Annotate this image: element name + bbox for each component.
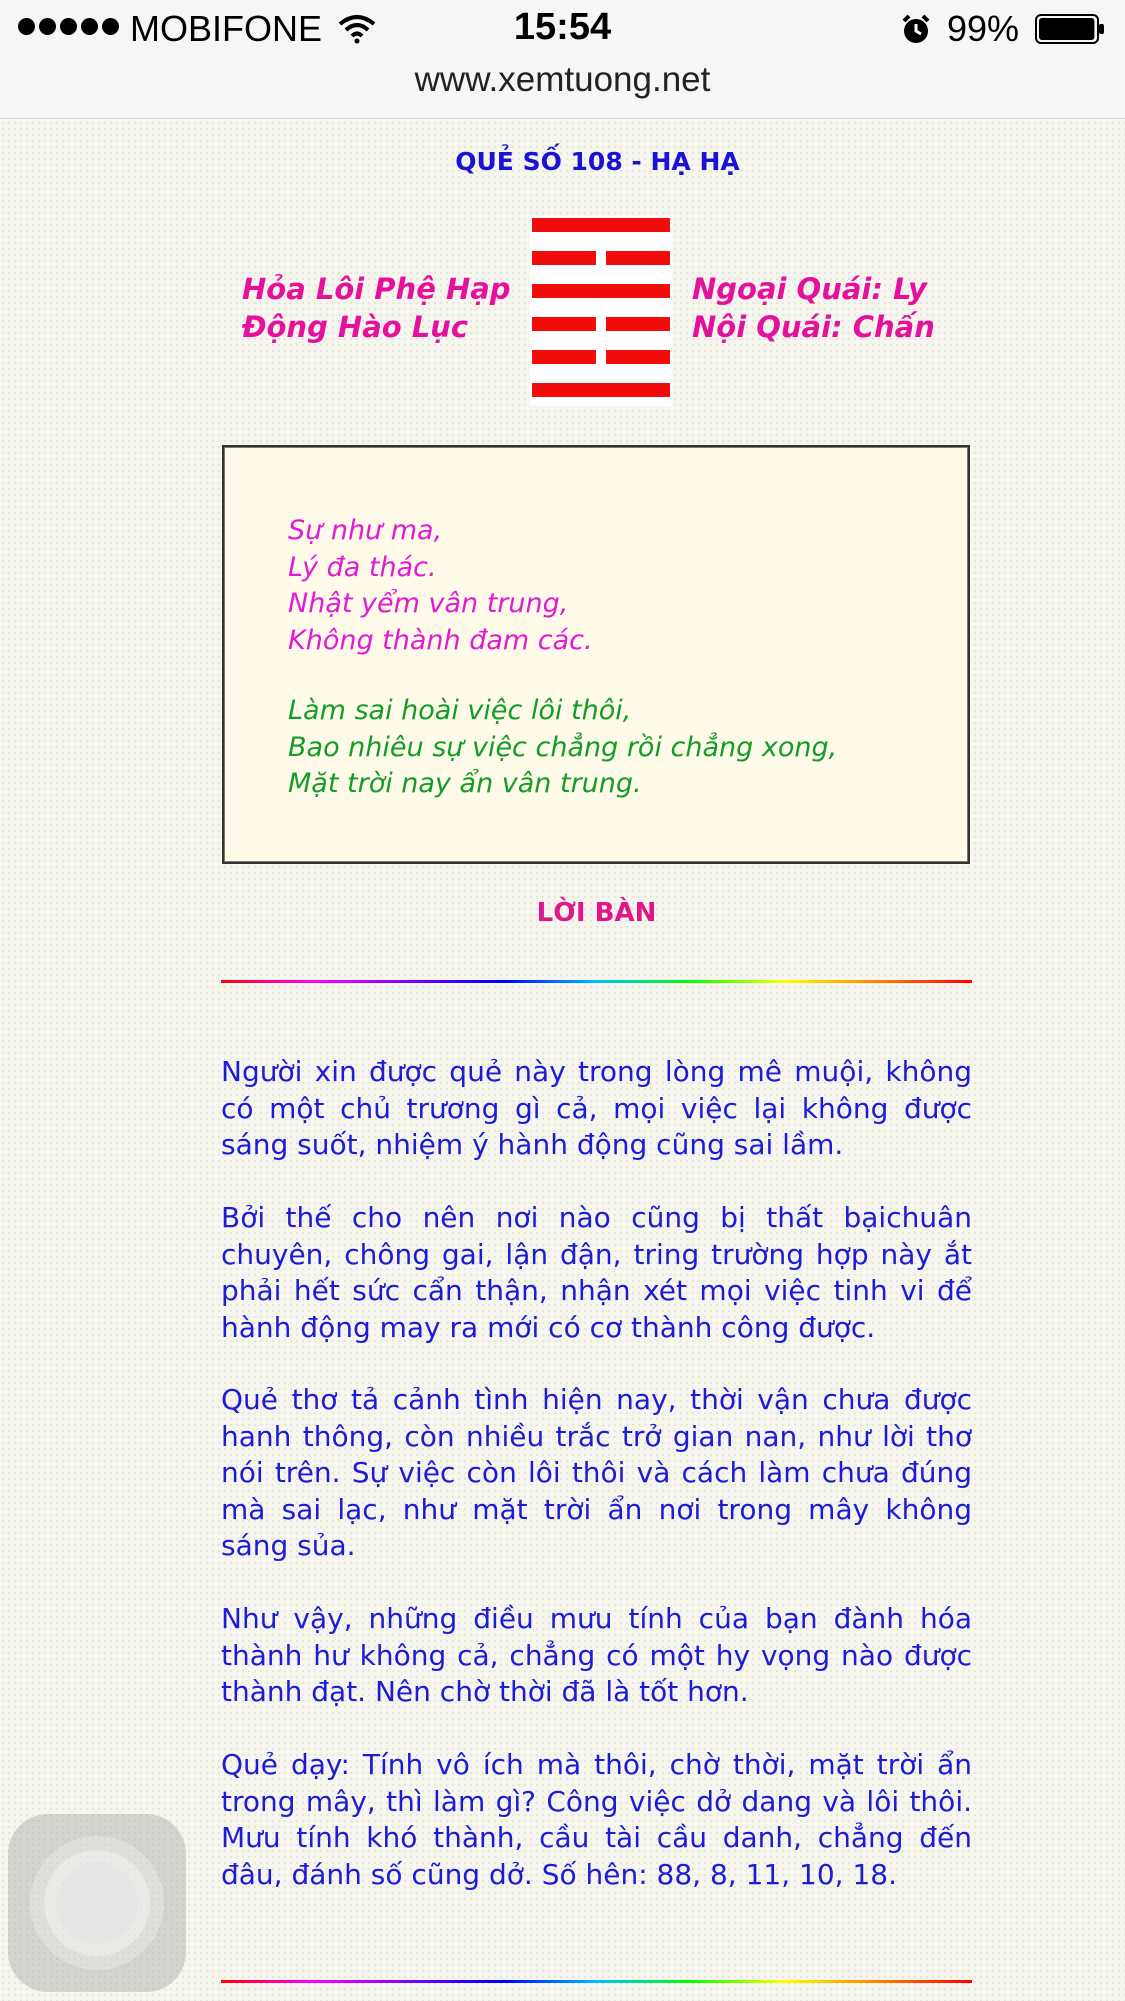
commentary-paragraph: Bởi thế cho nên nơi nào cũng bị thất bạichuân chuyên, chông gai, lận đận, tring trường hợp này ắt phải hết sức cẩn thận, nhận xét mọi việc tinh vi để hành động may ra mới có cơ thành công được. [221, 1201, 972, 1344]
hexagram-broken-line [532, 350, 670, 364]
hexagram-figure [530, 216, 672, 406]
hexagram-solid-line [532, 383, 670, 397]
poem-line: Bao nhiêu sự việc chẳng rồi chẳng xong, [288, 731, 838, 763]
poem-stanza-vietnamese [288, 693, 837, 803]
poem-line: Không thành đam các. [288, 624, 593, 656]
rainbow-divider [221, 1980, 972, 1983]
inner-trigram: Nội Quái: Chấn [692, 310, 935, 344]
battery-icon [1035, 14, 1105, 44]
url-bar[interactable]: www.xemtuong.net [414, 60, 711, 99]
commentary-paragraph: Quẻ thơ tả cảnh tình hiện nay, thời vận chưa được hanh thông, còn nhiều trắc trở gian nan, như lời thơ nói trên. Sự việc còn lôi thôi và cách làm chưa đúng mà sai lạc, như mặt trời ẩn nơi trong mây không sáng sủa. [221, 1383, 972, 1562]
poem-line: Mặt trời nay ẩn vân trung. [288, 768, 642, 799]
poem-box [222, 445, 970, 864]
clock: 15:54 [513, 6, 612, 48]
poem-line: Nhật yểm vân trung, [288, 588, 569, 619]
poem-line: Sự như ma, [288, 515, 443, 546]
outer-trigram: Ngoại Quái: Ly [692, 272, 927, 306]
rainbow-divider [221, 980, 972, 983]
carrier-name: MOBIFONE [130, 8, 323, 49]
browser-top-bar [0, 0, 1125, 119]
trigram-block [692, 270, 935, 346]
hexagram-broken-line [532, 317, 670, 331]
poem-line: Làm sai hoài việc lôi thôi, [288, 695, 632, 726]
battery-percent: 99% [947, 8, 1020, 49]
alarm-icon [900, 14, 932, 46]
commentary-paragraph: Như vậy, những điều mưu tính của bạn đành hóa thành hư không cả, chẳng có một hy vọng nào được thành đạt. Nên chờ thời đã là tốt hơn. [221, 1602, 972, 1708]
commentary-heading: LỜI BÀN [536, 898, 657, 928]
hexagram-name: Hỏa Lôi Phệ Hạp [242, 272, 511, 306]
hexagram-name-block [242, 270, 511, 346]
hexagram-broken-line [532, 251, 670, 265]
hexagram-title: QUẺ SỐ 108 - HẠ HẠ [455, 147, 740, 176]
moving-line: Động Hào Lục [242, 310, 469, 344]
assistive-touch-icon[interactable] [8, 1814, 186, 1992]
commentary-paragraph: Quẻ dạy: Tính vô ích mà thôi, chờ thời, mặt trời ẩn trong mây, thì làm gì? Công việc dở dang và lôi thôi. Mưu tính khó thành, cầu tài cầu danh, chẳng đến đâu, đánh số cũng dở. Số hên: 88, 8, 11, 10, 18. [221, 1748, 972, 1891]
poem-line: Lý đa thác. [288, 551, 437, 583]
commentary-paragraph: Người xin được quẻ này trong lòng mê muội, không có một chủ trương gì cả, mọi việc lại không được sáng suốt, nhiệm ý hành động cũng sai lầm. [221, 1055, 972, 1161]
poem-stanza-chinese [288, 513, 593, 659]
hexagram-solid-line [532, 218, 670, 232]
hexagram-solid-line [532, 284, 670, 298]
